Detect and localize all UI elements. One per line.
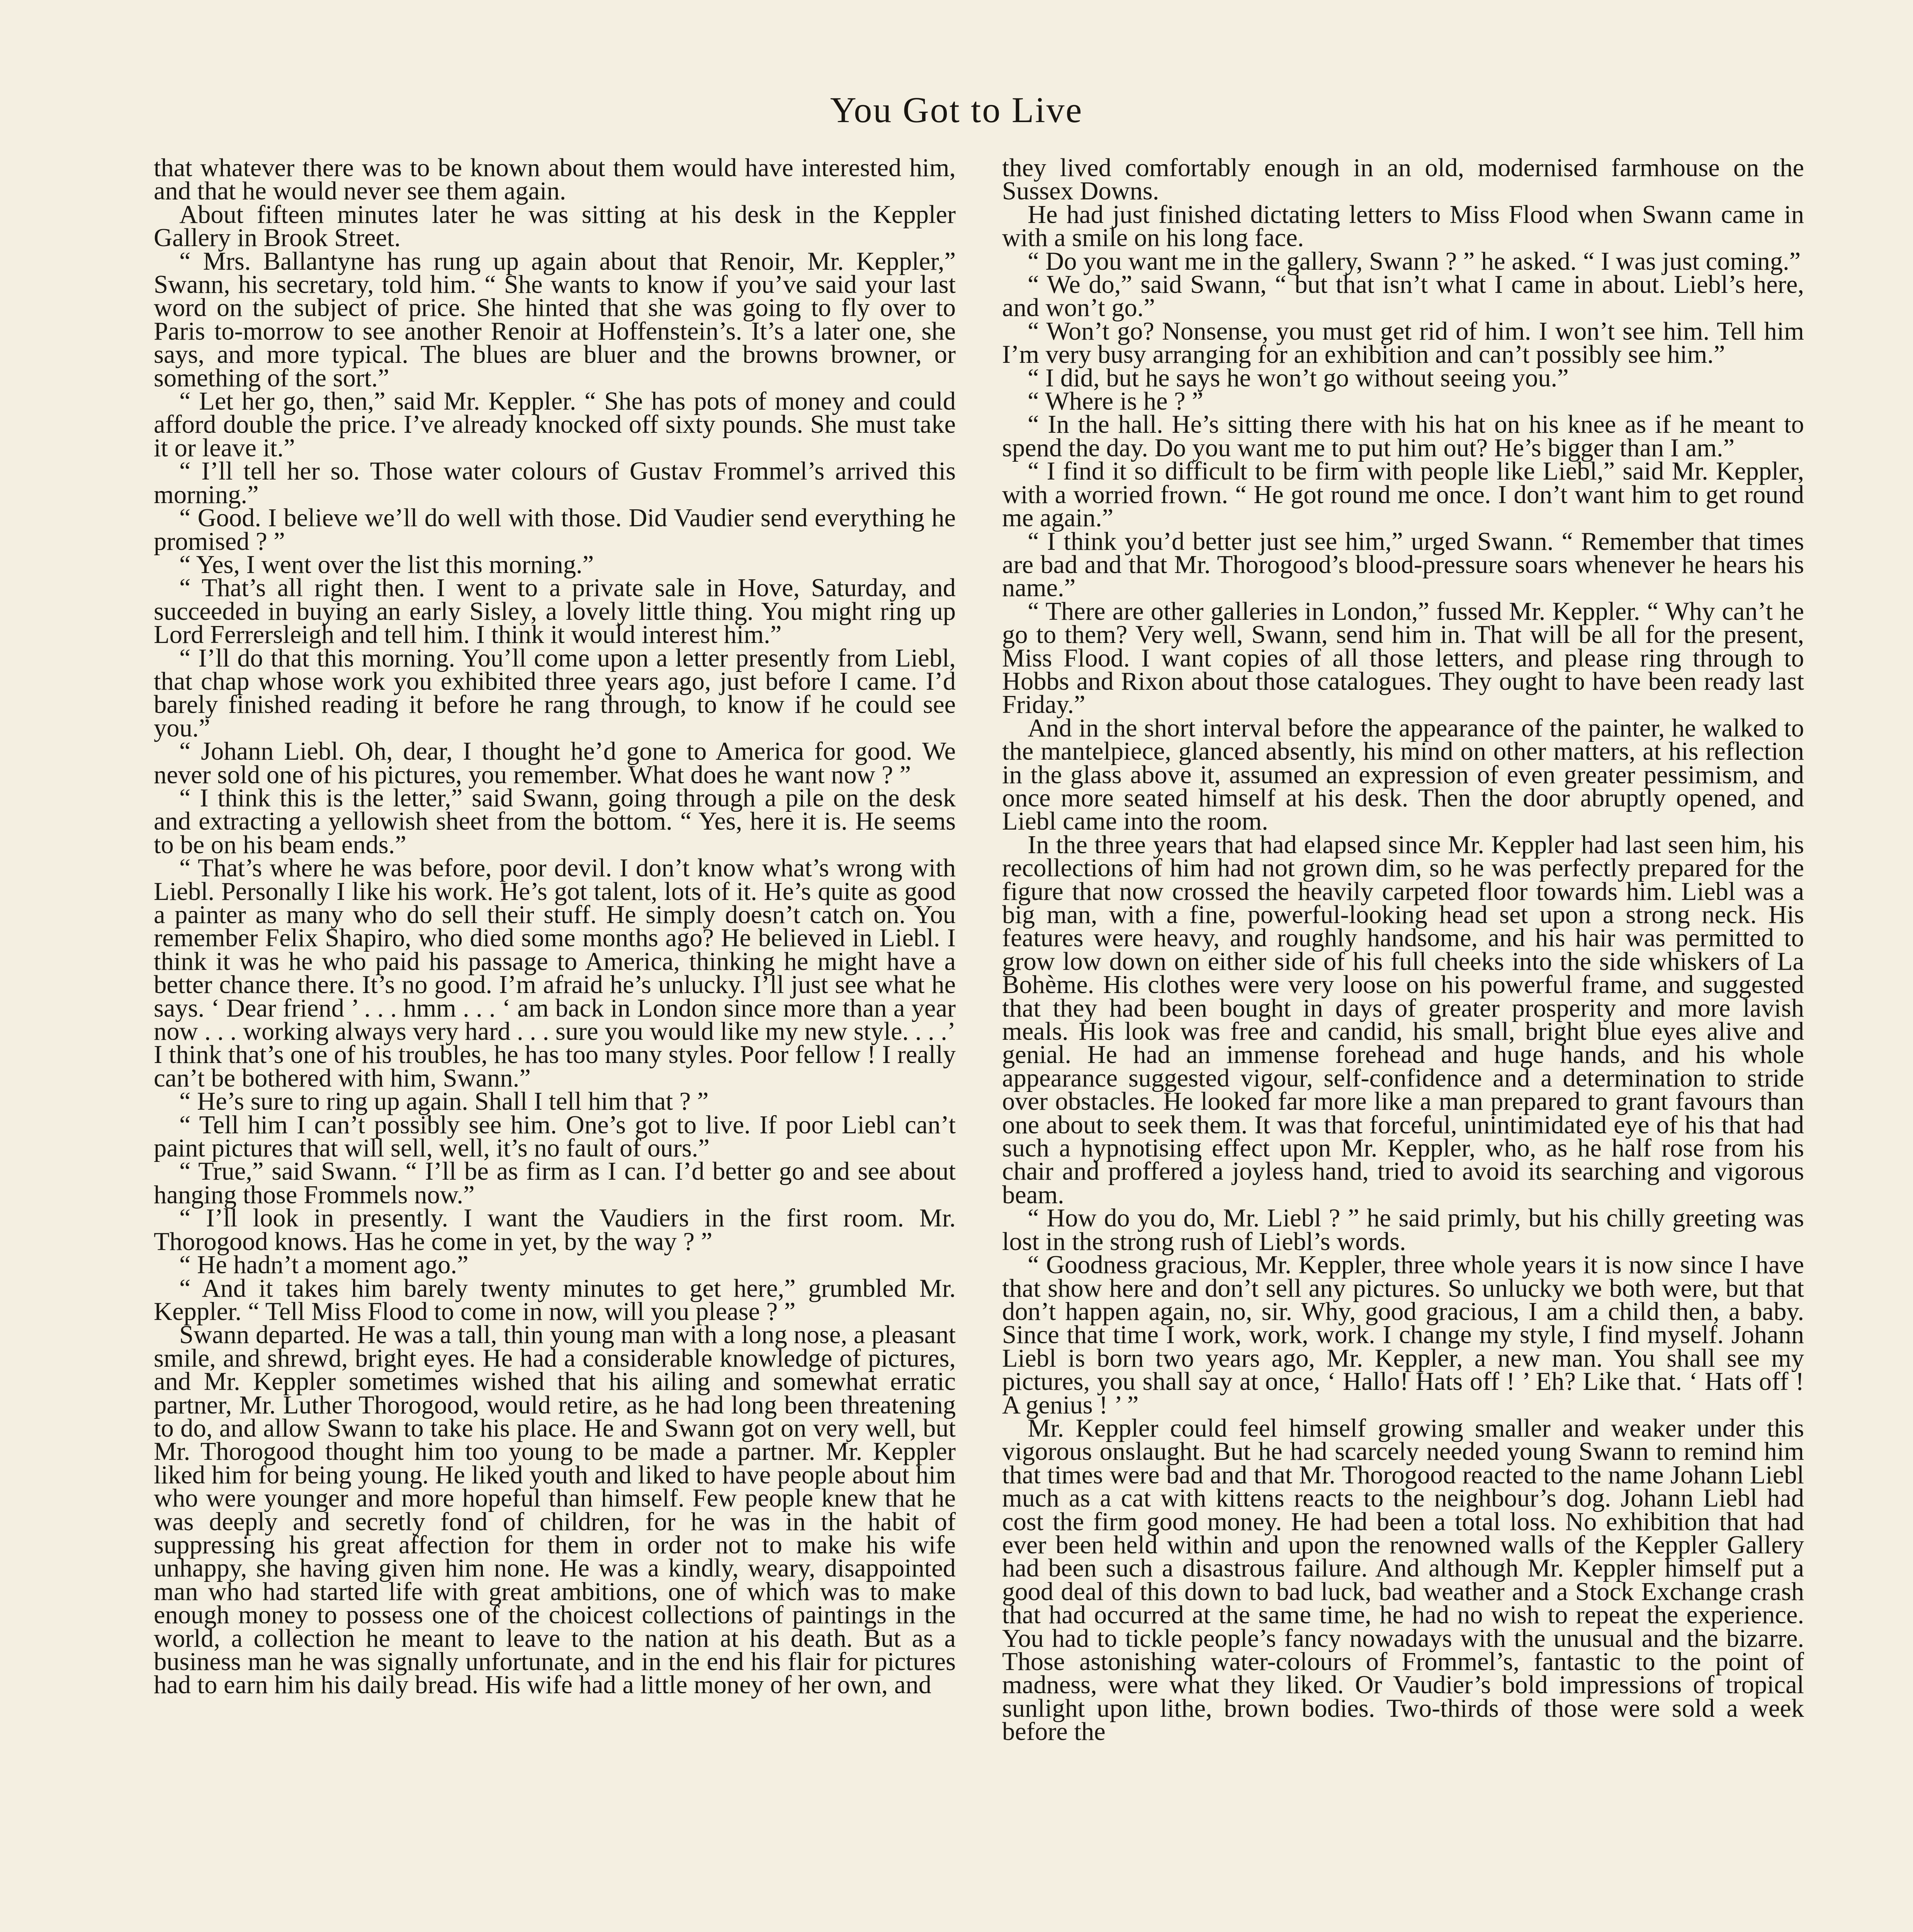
paragraph: “ That’s all right then. I went to a private sale in Hove, Saturday, and succeeded in buying an early Sisley, a lovely little thing. You might ring up Lord Ferrersleigh and tell him. I think it would interest him.”: [154, 574, 956, 649]
paragraph: “ I’ll tell her so. Those water colours of Gustav Frommel’s arrived this morning.”: [154, 457, 956, 509]
paragraph: “ Yes, I went over the list this morning.”: [179, 550, 594, 579]
paragraph: “ I think you’d better just see him,” urged Swann. “ Remember that times are bad and that Mr. Thorogood’s blood-pressure soars whenever he hears his name.”: [1002, 527, 1804, 602]
paragraph: “ Let her go, then,” said Mr. Keppler. “ She has pots of money and could afford double the price. I’ve already knocked off sixty pounds. She must take it or leave it.”: [154, 387, 956, 462]
paragraph: “ And it takes him barely twenty minutes to get here,” grumbled Mr. Keppler. “ Tell Miss Flood to come in now, will you please ? ”: [154, 1274, 956, 1326]
paragraph: “ He hadn’t a moment ago.”: [179, 1251, 469, 1279]
paragraph: Swann departed. He was a tall, thin young man with a long nose, a pleasant smile, and shrewd, bright eyes. He had a considerable knowledge of pictures, and Mr. Keppler sometimes wished that his ailing and somewhat erratic partner, Mr. Luther Thorogood, would retire, as he had long been threatening to do, and allow Swann to take his place. He and Swann got on very well, but Mr. Thorogood thought him too young to be made a partner. Mr. Keppler liked him for being young. He liked youth and liked to have people about him who were younger and more hopeful than himself. Few people knew that he was deeply and secretly fond of children, for he was in the habit of suppressing his great affection for them in order not to make his wife unhappy, she having given him none. He was a kindly, weary, disappointed man who had started life with great ambitions, one of which was to make enough money to possess one of the choicest collections of paintings in the world, a collection he meant to leave to the nation at his death. But as a business man he was signally unfortunate, and in the end his flair for pictures had to earn him his daily bread. His wife had a little money of her own, and: [154, 1321, 956, 1699]
paragraph: “ There are other galleries in London,” fussed Mr. Keppler. “ Why can’t he go to them? Very well, Swann, send him in. That will be all for the present, Miss Flood. I want copies of all those letters, and please ring through to Hobbs and Rixon about those catalogues. They ought to have been ready last Friday.”: [1002, 597, 1804, 719]
paragraph: “ He’s sure to ring up again. Shall I tell him that ? ”: [179, 1087, 709, 1116]
page-title: You Got to Live: [830, 90, 1083, 130]
paragraph: “ We do,” said Swann, “ but that isn’t what I came in about. Liebl’s here, and won’t go.”: [1002, 270, 1804, 322]
paragraph: In the three years that had elapsed since Mr. Keppler had last seen him, his recollections of him had not grown dim, so he was perfectly prepared for the figure that now crossed the heavily carpeted floor towards him. Liebl was a big man, with a fine, powerful-looking head set upon a strong neck. His features were heavy, and roughly handsome, and his hair was permitted to grow low down on either side of his full cheeks into the side whiskers of La Bohème. His clothes were very loose on his powerful frame, and suggested that they had been bought in days of greater prosperity and more lavish meals. His look was free and candid, his small, bright blue eyes alive and genial. He had an immense forehead and huge hands, and his whole appearance suggested vigour, self-confidence and a determination to stride over obstacles. He looked far more like a man prepared to grant favours than one about to seek them. It was that forceful, unintimidated eye of his that had such a hypnotising effect upon Mr. Keppler, who, as he half rose from his chair and proffered a joyless hand, tried to avoid its searching and vigorous beam.: [1002, 830, 1804, 1209]
paragraph: “ Goodness gracious, Mr. Keppler, three whole years it is now since I have that show here and don’t sell any pictures. So unlucky we both were, but that don’t happen again, no, sir. Why, good gracious, I am a child then, a baby. Since that time I work, work, work. I change my style, I find myself. Johann Liebl is born two years ago, Mr. Keppler, a new man. You shall see my pictures, you shall say at once, ‘ Hallo! Hats off ! ’ Eh? Like that. ‘ Hats off ! A genius ! ’ ”: [1002, 1251, 1804, 1419]
paragraph: “ Won’t go? Nonsense, you must get rid of him. I won’t see him. Tell him I’m very busy arranging for an exhibition and can’t possibly see him.”: [1002, 317, 1804, 369]
paragraph: “ Tell him I can’t possibly see him. One’s got to live. If poor Liebl can’t paint pictures that will sell, well, it’s no fault of ours.”: [154, 1111, 956, 1163]
paragraph: “ That’s where he was before, poor devil. I don’t know what’s wrong with Liebl. Personally I like his work. He’s got talent, lots of it. He’s quite as good a painter as many who do sell their stuff. He simply doesn’t catch on. You remember Felix Shapiro, who died some months ago? He believed in Liebl. I think it was he who paid his passage to America, thinking he might have a better chance there. It’s no good. I’m afraid he’s unlucky. I’ll just see what he says. ‘ Dear friend ’ . . . hmm . . . ‘ am back in London since more than a year now . . . working always very hard . . . sure you would like my new style. . . .’ I think that’s one of his troubles, he has too many styles. Poor fellow ! I really can’t be bothered with him, Swann.”: [154, 854, 956, 1092]
paragraph: “ I think this is the letter,” said Swann, going through a pile on the desk and extracting a yellowish sheet from the bottom. “ Yes, here it is. He seems to be on his beam ends.”: [154, 784, 956, 859]
paragraph: “ Do you want me in the gallery, Swann ? ” he asked. “ I was just coming.”: [1028, 247, 1801, 276]
paragraph: Mr. Keppler could feel himself growing smaller and weaker under this vigorous onslaught. But he had scarcely needed young Swann to remind him that times were bad and that Mr. Thorogood reacted to the name Johann Liebl much as a cat with kittens reacts to the neighbour’s dog. Johann Liebl had cost the firm good money. He had been a total loss. No exhibition that had ever been held within and upon the renowned walls of the Keppler Gallery had been such a disastrous failure. And although Mr. Keppler himself put a good deal of this down to bad luck, bad weather and a Stock Exchange crash that had occurred at the same time, he had no wish to repeat the experience. You had to tickle people’s fancy nowadays with the unusual and the bizarre. Those astonishing water-colours of Frommel’s, fantastic to the point of madness, were what they liked. Or Vaudier’s bold impressions of tropical sunlight upon lithe, brown bodies. Two-thirds of those were sold a week before the: [1002, 1414, 1804, 1746]
paragraph: “ In the hall. He’s sitting there with his hat on his knee as if he meant to spend the day. Do you want me to put him out? He’s bigger than I am.”: [1002, 410, 1804, 462]
paragraph: And in the short interval before the appearance of the painter, he walked to the mantelpiece, glanced absently, his mind on other matters, at his reflection in the glass above it, assumed an expression of even greater pessimism, and once more seated himself at his desk. Then the door abruptly opened, and Liebl came into the room.: [1002, 714, 1804, 836]
paragraph: “ I find it so difficult to be firm with people like Liebl,” said Mr. Keppler, with a worried frown. “ He got round me once. I don’t want him to get round me again.”: [1002, 457, 1804, 532]
paragraph: “ Where is he ? ”: [1028, 387, 1203, 416]
paragraph: “ Johann Liebl. Oh, dear, I thought he’d gone to America for good. We never sold one of his pictures, you remember. What does he want now ? ”: [154, 737, 956, 789]
paragraph: “ I’ll do that this morning. You’ll come upon a letter presently from Liebl, that chap whose work you exhibited three years ago, just before I came. I’d barely finished reading it before he rang through, to know if he could see you.”: [154, 644, 956, 742]
paragraph: About fifteen minutes later he was sitting at his desk in the Keppler Gallery in Brook Street.: [154, 200, 956, 252]
paragraph: “ I’ll look in presently. I want the Vaudiers in the first room. Mr. Thorogood knows. Has he come in yet, by the way ? ”: [154, 1204, 956, 1256]
left-column: [154, 156, 956, 1932]
paragraph: “ Mrs. Ballantyne has rung up again about that Renoir, Mr. Keppler,” Swann, his secretary, told him. “ She wants to know if you’ve said your last word on the subject of price. She hinted that she was going to fly over to Paris to-morrow to see another Renoir at Hoffenstein’s. It’s a later one, she says, and more typical. The blues are bluer and the browns browner, or something of the sort.”: [154, 247, 956, 392]
paragraph: they lived comfortably enough in an old, modernised farmhouse on the Sussex Downs.: [1002, 156, 1804, 206]
paragraph: “ Good. I believe we’ll do well with those. Did Vaudier send everything he promised ? ”: [154, 504, 956, 556]
paragraph: “ I did, but he says he won’t go without seeing you.”: [1028, 364, 1569, 392]
paragraph: that whatever there was to be known about them would have interested him, and that he would never see them again.: [154, 156, 956, 206]
paragraph: “ How do you do, Mr. Liebl ? ” he said primly, but his chilly greeting was lost in the strong rush of Liebl’s words.: [1002, 1204, 1804, 1256]
right-column: [1002, 156, 1804, 1932]
paragraph: “ True,” said Swann. “ I’ll be as firm as I can. I’d better go and see about hanging those Frommels now.”: [154, 1157, 956, 1209]
paragraph: He had just finished dictating letters to Miss Flood when Swann came in with a smile on his long face.: [1002, 200, 1804, 252]
